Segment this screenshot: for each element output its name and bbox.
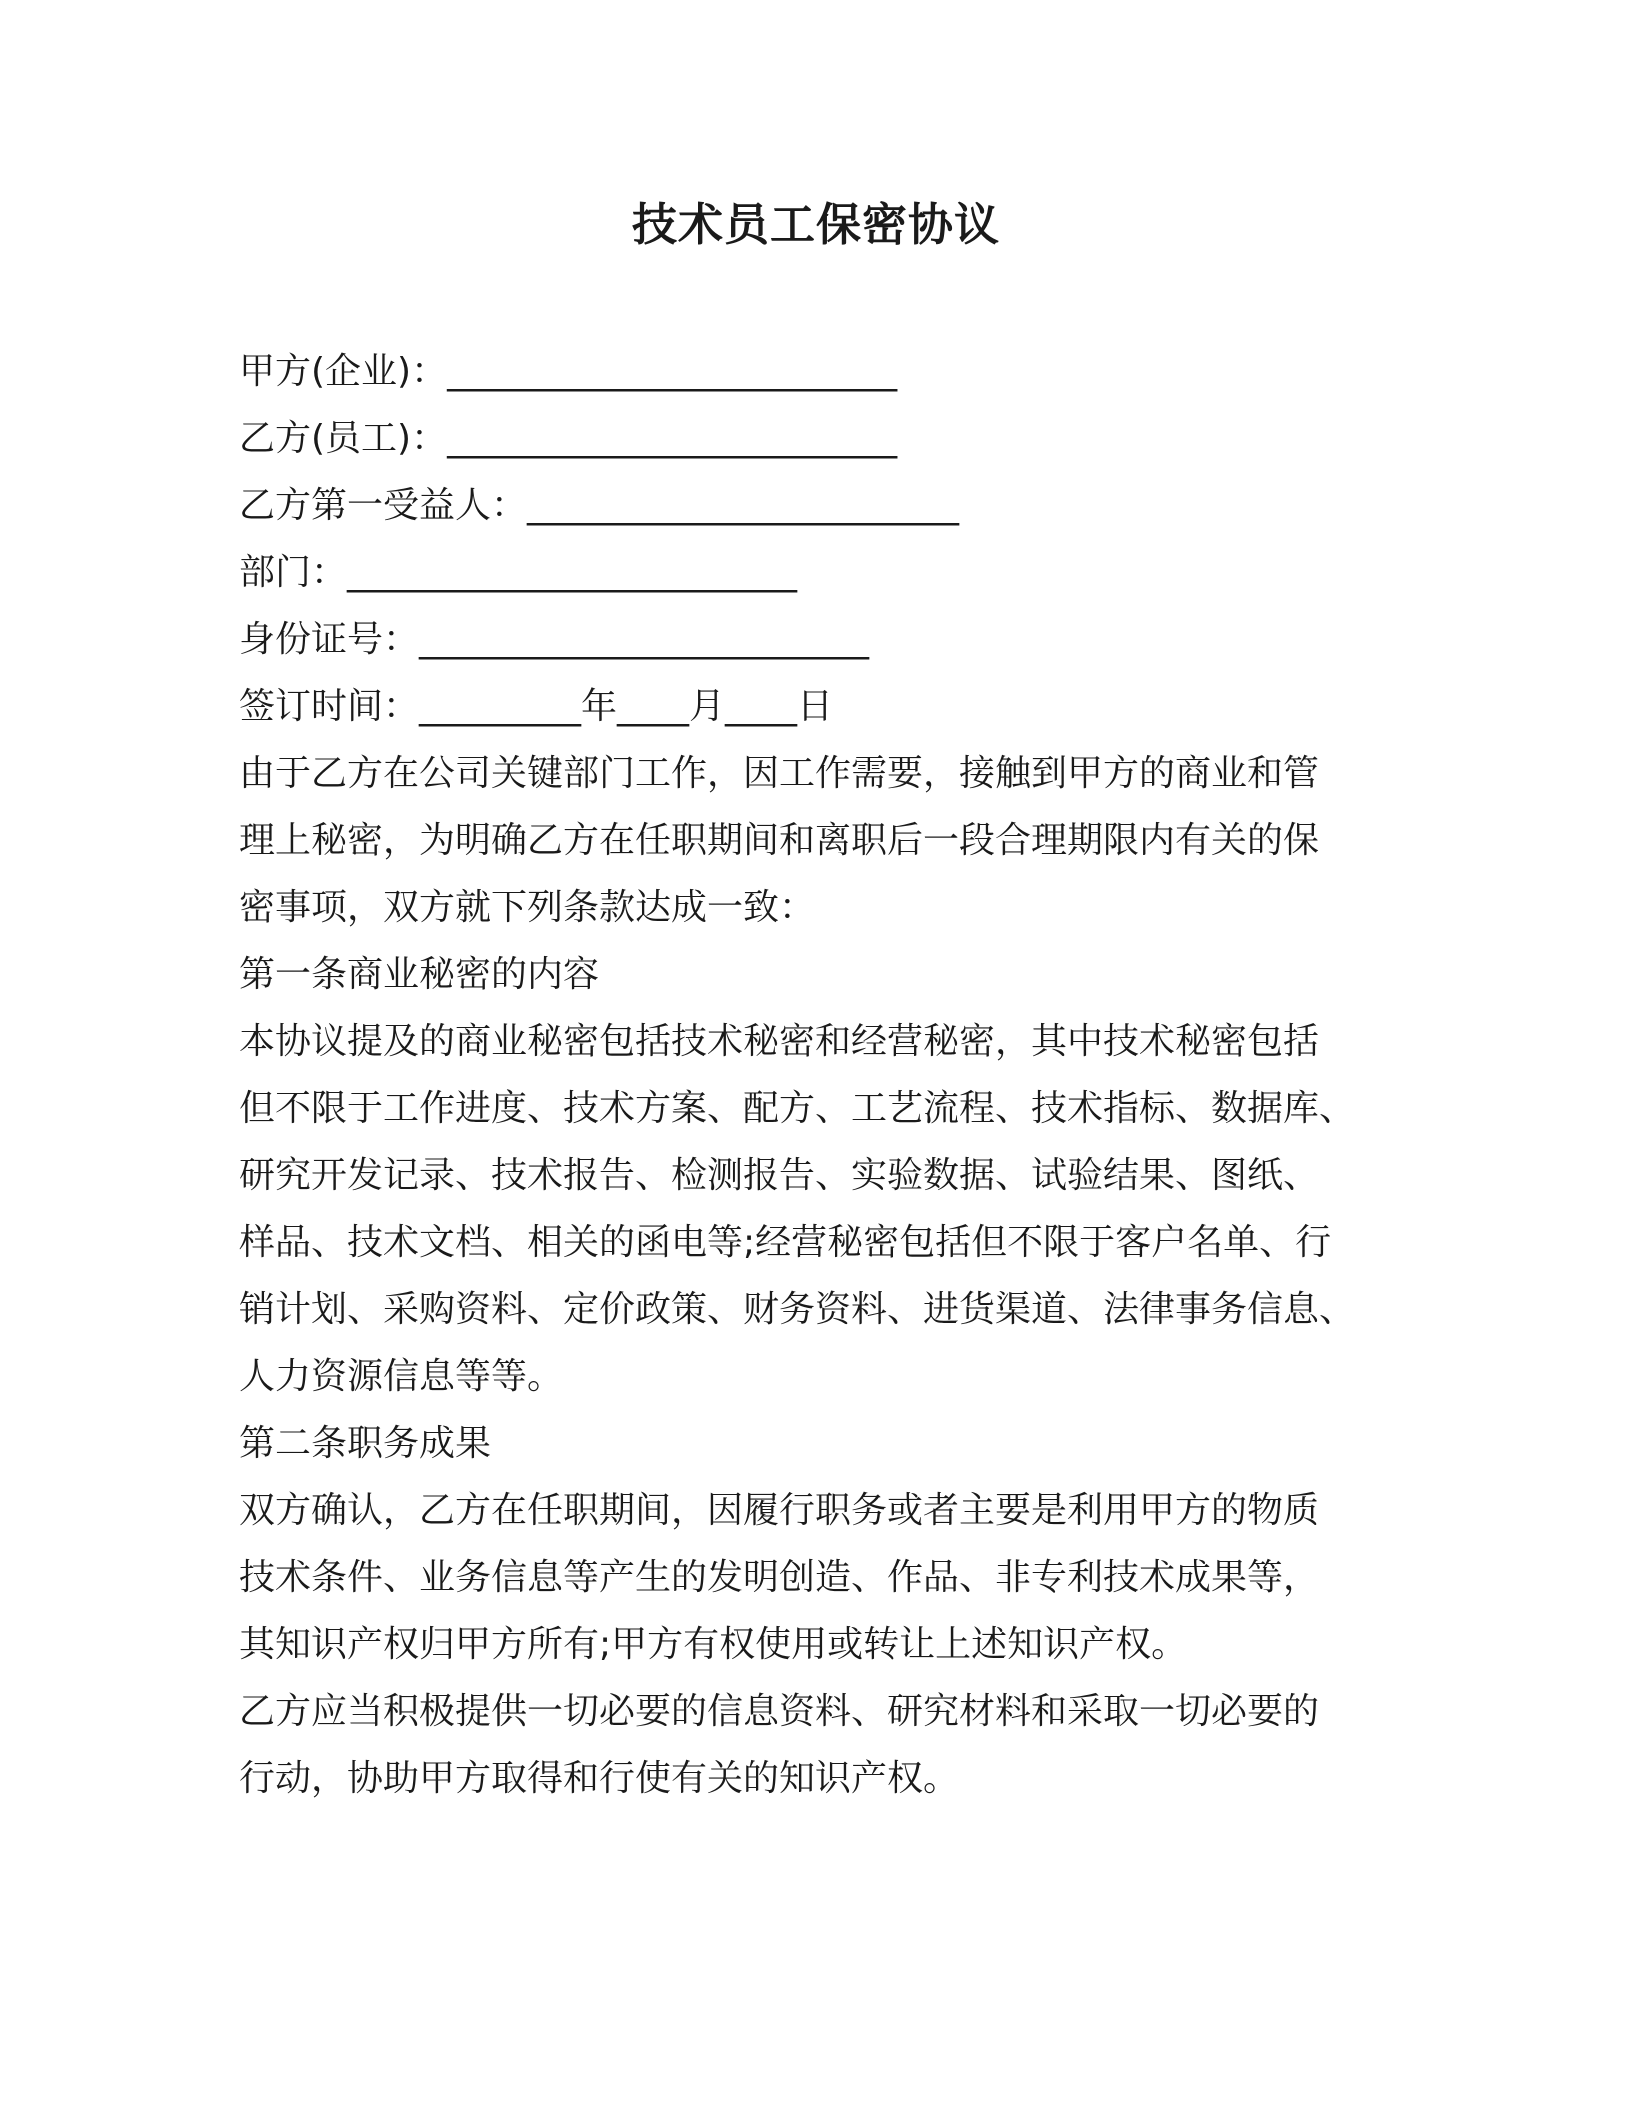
- document-title: 技术员工保密协议: [631, 198, 1000, 251]
- article-2-line: 技术条件、业务信息等产生的发明创造、作品、非专利技术成果等，: [239, 1557, 1320, 1598]
- article-2-heading: 第二条职务成果: [239, 1423, 492, 1464]
- article-1-line: 人力资源信息等等。: [239, 1356, 564, 1397]
- preamble-line: 理上秘密，为明确乙方在任职期间和离职后一段合理期限内有关的保: [239, 820, 1320, 861]
- article-1-line: 销计划、采购资料、定价政策、财务资料、进货渠道、法律事务信息、: [239, 1289, 1356, 1330]
- article-2-line: 乙方应当积极提供一切必要的信息资料、研究材料和采取一切必要的: [239, 1691, 1320, 1732]
- preamble-line: 由于乙方在公司关键部门工作，因工作需要，接触到甲方的商业和管: [239, 753, 1320, 794]
- signing-date-field: 签订时间：_________年____月____日: [239, 686, 834, 727]
- article-1-line: 研究开发记录、技术报告、检测报告、实验数据、试验结果、图纸、: [239, 1155, 1320, 1196]
- article-2-line: 其知识产权归甲方所有;甲方有权使用或转让上述知识产权。: [239, 1624, 1188, 1665]
- article-1-line: 样品、技术文档、相关的函电等;经营秘密包括但不限于客户名单、行: [239, 1222, 1332, 1263]
- article-1-line: 但不限于工作进度、技术方案、配方、工艺流程、技术指标、数据库、: [239, 1088, 1356, 1129]
- article-2-line: 行动，协助甲方取得和行使有关的知识产权。: [239, 1758, 960, 1799]
- beneficiary-field: 乙方第一受益人：________________________: [239, 485, 960, 526]
- document-body: [239, 338, 1399, 1812]
- party-a-field: 甲方(企业)：_________________________: [239, 351, 898, 392]
- article-1-line: 本协议提及的商业秘密包括技术秘密和经营秘密，其中技术秘密包括: [239, 1021, 1320, 1062]
- department-field: 部门：_________________________: [239, 552, 798, 593]
- article-1-heading: 第一条商业秘密的内容: [239, 954, 600, 995]
- preamble-line: 密事项，双方就下列条款达成一致：: [239, 887, 816, 928]
- party-b-field: 乙方(员工)：_________________________: [239, 418, 898, 459]
- article-2-line: 双方确认，乙方在任职期间，因履行职务或者主要是利用甲方的物质: [239, 1490, 1320, 1531]
- id-number-field: 身份证号：_________________________: [239, 619, 870, 660]
